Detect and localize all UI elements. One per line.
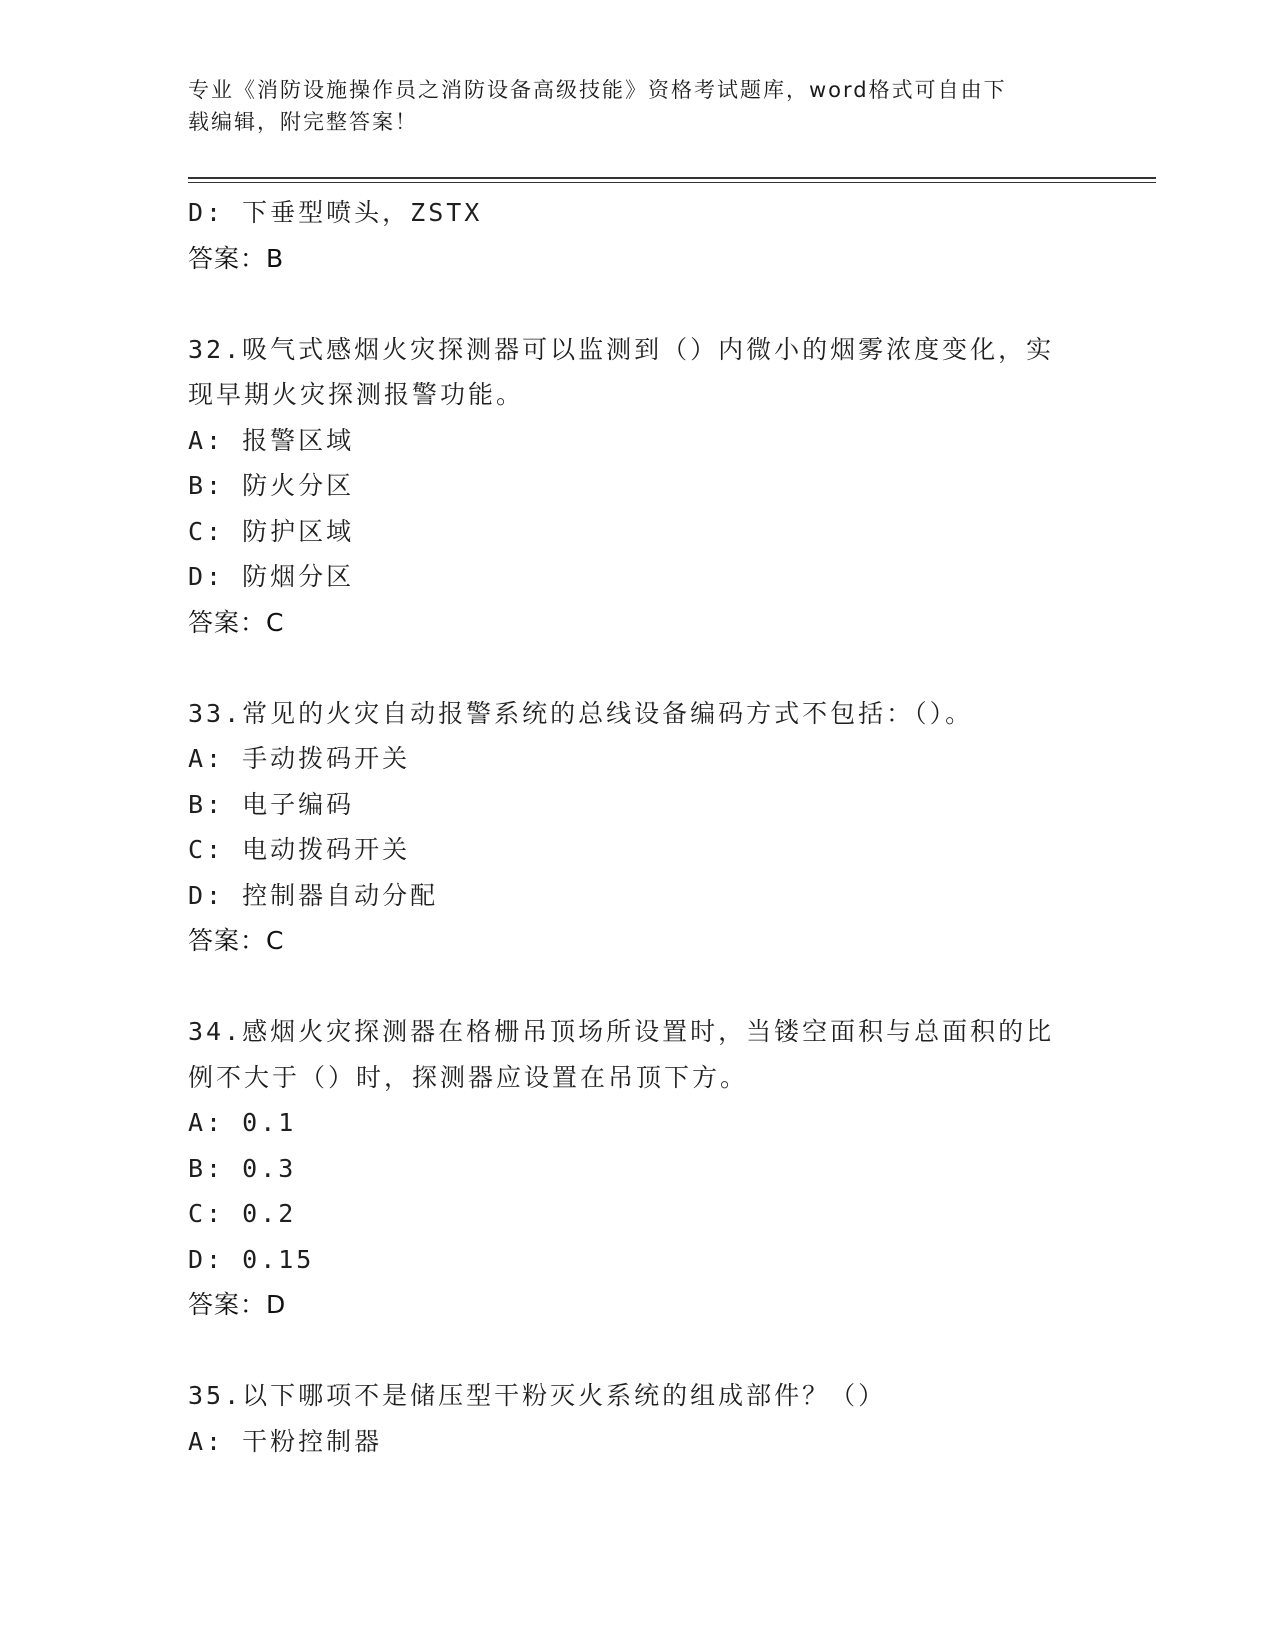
header-line-1: 专业《消防设施操作员之消防设备高级技能》资格考试题库，word格式可自由下 bbox=[188, 78, 1007, 102]
question-stem: 35.以下哪项不是储压型干粉灭火系统的组成部件？（） bbox=[188, 1381, 887, 1410]
option-a: A: 0.1 bbox=[188, 1108, 297, 1137]
question-stem-continued: 例不大于（）时，探测器应设置在吊顶下方。 bbox=[188, 1062, 749, 1092]
answer: 答案：C bbox=[188, 607, 285, 637]
option-d: D: 0.15 bbox=[188, 1244, 315, 1274]
option-a: A: 报警区域 bbox=[188, 425, 355, 455]
answer: 答案：B bbox=[188, 243, 285, 273]
answer: 答案：D bbox=[188, 1290, 287, 1319]
question-stem-continued: 现早期火灾探测报警功能。 bbox=[188, 380, 525, 409]
document-header bbox=[188, 74, 1088, 138]
question-stem: 33.常见的火灾自动报警系统的总线设备编码方式不包括：（）。 bbox=[188, 698, 974, 728]
header-divider bbox=[188, 177, 1156, 179]
option-d: D: 控制器自动分配 bbox=[188, 880, 439, 910]
question-32 bbox=[188, 327, 1088, 646]
option-c: C: 防护区域 bbox=[188, 516, 355, 546]
option-b: B: 0.3 bbox=[188, 1153, 297, 1183]
header-line-2: 载编辑，附完整答案！ bbox=[188, 110, 418, 134]
option-b: B: 电子编码 bbox=[188, 789, 355, 819]
option-a: A: 干粉控制器 bbox=[188, 1426, 383, 1456]
question-35 bbox=[188, 1373, 1088, 1464]
option-c: C: 电动拨码开关 bbox=[188, 835, 411, 864]
answer: 答案：C bbox=[188, 926, 285, 955]
question-33 bbox=[188, 691, 1088, 964]
question-stem: 34.感烟火灾探测器在格栅吊顶场所设置时，当镂空面积与总面积的比 bbox=[188, 1017, 1055, 1046]
option-a: A: 手动拨码开关 bbox=[188, 744, 411, 773]
question-list bbox=[188, 190, 1088, 1464]
question-stem: 32.吸气式感烟火灾探测器可以监测到（）内微小的烟雾浓度变化，实 bbox=[188, 334, 1055, 364]
option-b: B: 防火分区 bbox=[188, 471, 355, 500]
option-d: D: 下垂型喷头，ZSTX bbox=[188, 198, 483, 227]
option-d: D: 防烟分区 bbox=[188, 562, 355, 591]
option-c: C: 0.2 bbox=[188, 1199, 297, 1228]
header-divider-thin bbox=[188, 182, 1156, 183]
question-34 bbox=[188, 1009, 1088, 1328]
